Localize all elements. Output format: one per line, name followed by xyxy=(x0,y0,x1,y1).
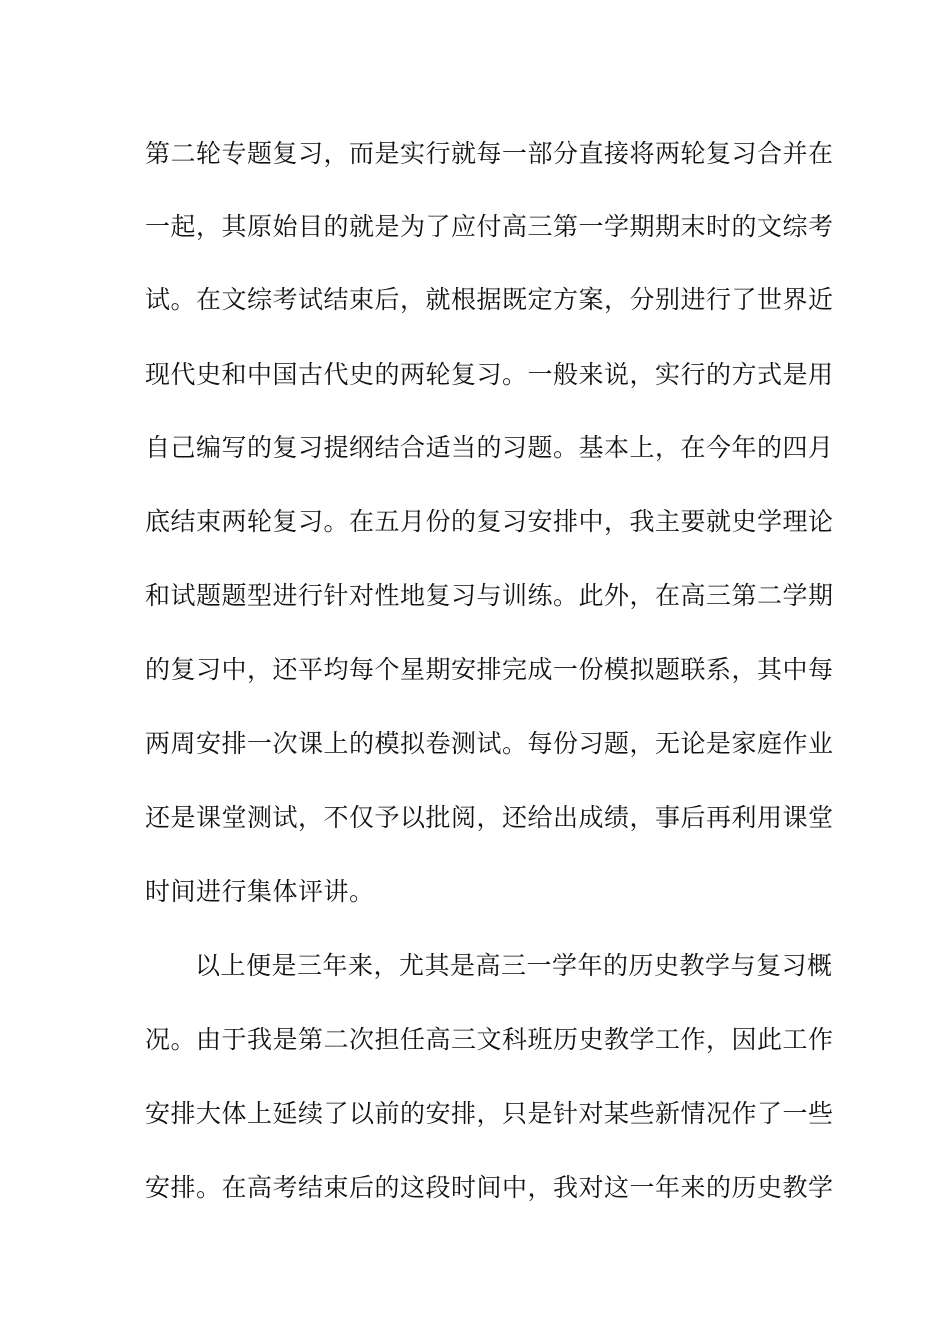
text-line: 安排大体上延续了以前的安排，只是针对某些新情况作了一些 xyxy=(145,1099,834,1128)
text-line: 时间进行集体评讲。 xyxy=(145,877,375,906)
text-line: 安排。在高考结束后的这段时间中，我对这一年来的历史教学 xyxy=(145,1173,834,1202)
text-line: 现代史和中国古代史的两轮复习。一般来说，实行的方式是用 xyxy=(145,360,834,389)
text-line: 试。在文综考试结束后，就根据既定方案，分别进行了世界近 xyxy=(145,285,834,314)
text-line: 况。由于我是第二次担任高三文科班历史教学工作，因此工作 xyxy=(145,1025,834,1054)
text-line: 一起，其原始目的就是为了应付高三第一学期期末时的文综考 xyxy=(145,212,834,241)
text-line: 底结束两轮复习。在五月份的复习安排中，我主要就史学理论 xyxy=(145,507,834,536)
text-line: 第二轮专题复习，而是实行就每一部分直接将两轮复习合并在 xyxy=(145,139,834,168)
text-line: 自己编写的复习提纲结合适当的习题。基本上，在今年的四月 xyxy=(145,433,834,462)
text-line: 的复习中，还平均每个星期安排完成一份模拟题联系，其中每 xyxy=(145,655,834,684)
text-line: 两周安排一次课上的模拟卷测试。每份习题，无论是家庭作业 xyxy=(145,729,834,758)
text-line: 还是课堂测试，不仅予以批阅，还给出成绩，事后再利用课堂 xyxy=(145,803,834,832)
text-line: 和试题题型进行针对性地复习与训练。此外，在高三第二学期 xyxy=(145,581,834,610)
paragraph-first-line: 以上便是三年来，尤其是高三一学年的历史教学与复习概 xyxy=(195,951,833,980)
